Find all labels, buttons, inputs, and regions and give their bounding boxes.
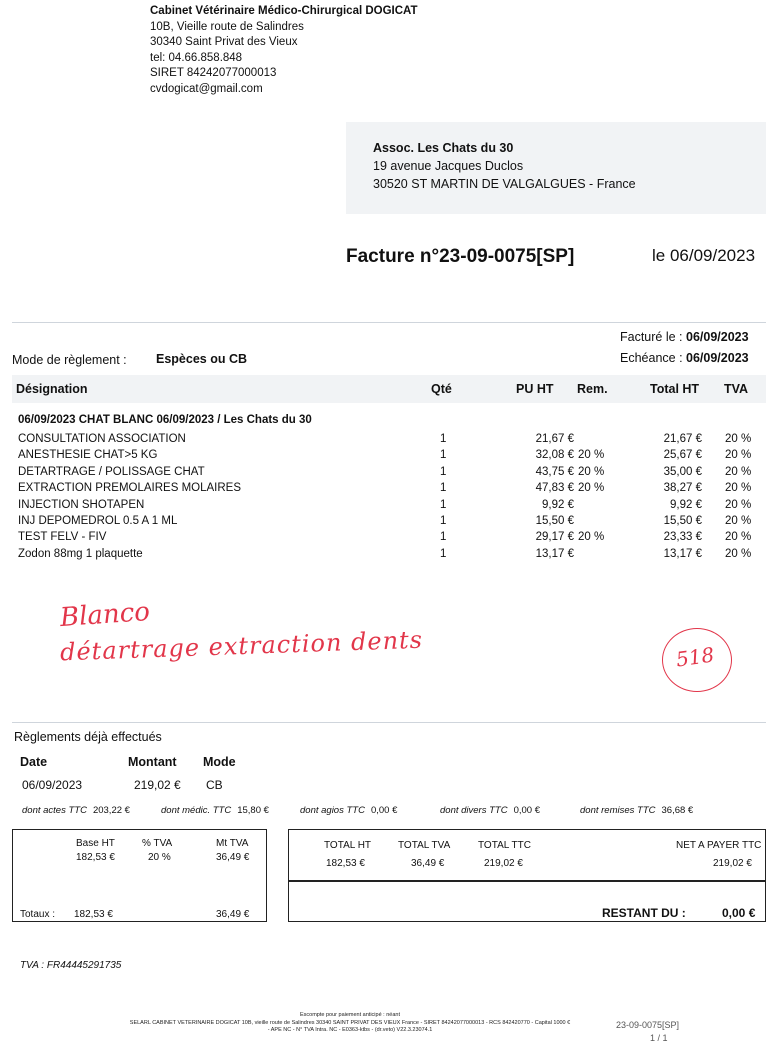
facture-le-label: Facturé le : [620, 330, 683, 344]
cell-designation: ANESTHESIE CHAT>5 KG [18, 449, 158, 462]
dont-remises-value: 36,68 € [661, 805, 694, 816]
cell-qte: 1 [440, 465, 447, 478]
cell-pu: 29,17 € [535, 531, 574, 544]
dont-actes [22, 805, 130, 816]
cell-qte: 1 [440, 547, 447, 560]
page-number: 1 / 1 [650, 1033, 668, 1043]
footer-escompte: Escompte pour paiement anticipé : néant [300, 1012, 400, 1018]
footer-legal [60, 1012, 640, 1035]
table-row [18, 499, 768, 515]
cell-tva: 20 % [725, 498, 752, 511]
cell-pu: 15,50 € [535, 514, 574, 527]
table-row [18, 515, 768, 531]
echeance-label: Echéance : [620, 351, 683, 365]
cell-pu: 21,67 € [535, 433, 574, 445]
header-pu: PU HT [516, 382, 554, 396]
cell-designation: EXTRACTION PREMOLAIRES MOLAIRES [18, 482, 242, 495]
cell-designation: INJ DEPOMEDROL 0.5 A 1 ML [18, 514, 178, 527]
vat-base: 182,53 € [76, 852, 115, 863]
mode-value: Espèces ou CB [156, 352, 248, 366]
cell-total: 9,92 € [670, 498, 702, 511]
cell-qte: 1 [440, 433, 447, 445]
handwritten-number: 518 [674, 642, 716, 672]
client-name: Assoc. Les Chats du 30 [373, 141, 514, 155]
total-tva: 36,49 € [411, 858, 445, 869]
dont-agios-value: 0,00 € [370, 805, 398, 816]
reglement-date: 06/09/2023 [22, 778, 83, 792]
net-header: NET A PAYER TTC [676, 840, 762, 851]
vat-pct: 20 % [148, 852, 171, 863]
line-items [18, 433, 768, 564]
totaux-mt: 36,49 € [216, 909, 250, 920]
cell-tva: 20 % [725, 547, 752, 560]
table-row [18, 466, 768, 482]
client-info [373, 139, 636, 193]
divider [12, 722, 766, 723]
dont-actes-value: 203,22 € [92, 805, 130, 816]
header-tva: TVA [724, 382, 749, 396]
cell-total: 15,50 € [663, 514, 702, 527]
cell-total: 35,00 € [663, 465, 702, 478]
dont-medic [161, 805, 269, 816]
totaux-label: Totaux : [20, 909, 56, 920]
clinic-tel: tel: 04.66.858.848 [150, 51, 243, 64]
table-row [18, 531, 768, 547]
dont-medic-value: 15,80 € [237, 805, 269, 816]
clinic-info [150, 4, 418, 97]
footer-legal2: - APE NC - N° TVA Intra. NC - E0363-ktbs - (dr.veto) V22.3.23074.1 [267, 1027, 433, 1033]
header-rem: Rem. [577, 382, 608, 396]
cell-designation: Zodon 88mg 1 plaquette [18, 547, 143, 560]
cell-qte: 1 [440, 531, 447, 544]
handwritten-name: Blanco [59, 596, 151, 634]
footer-ref: 23-09-0075[SP] [616, 1020, 680, 1030]
reglement-mode: CB [206, 778, 223, 792]
dont-divers-value: 0,00 € [513, 805, 540, 816]
reglement-header-montant: Montant [128, 755, 177, 769]
total-ttc-header: TOTAL TTC [478, 840, 531, 851]
table-row [18, 548, 768, 564]
restant-label: RESTANT DU : [602, 906, 686, 920]
cell-pu: 43,75 € [535, 465, 574, 478]
handwritten-note: détartrage extraction dents [59, 625, 424, 667]
net-value: 219,02 € [713, 858, 752, 869]
cell-pu: 47,83 € [535, 482, 574, 495]
cell-designation: DETARTRAGE / POLISSAGE CHAT [18, 465, 205, 478]
dont-actes-label: dont actes TTC [22, 805, 87, 816]
cell-total: 38,27 € [663, 482, 702, 495]
total-ttc: 219,02 € [484, 858, 523, 869]
cell-qte: 1 [440, 498, 447, 511]
footer-legal1: SELARL CABINET VETERINAIRE DOGICAT 10B, vieille route de Salindres 30340 SAINT PRIVAT DES VIEUX France - SIRET 84242077000013 - RCS 842420770 - Capital 1000 € [129, 1019, 571, 1026]
facture-le-value: 06/09/2023 [686, 330, 749, 344]
cell-pu: 32,08 € [535, 449, 574, 462]
cell-rem: 20 % [578, 531, 605, 544]
cell-pu: 9,92 € [542, 498, 574, 511]
clinic-name: Cabinet Vétérinaire Médico-Chirurgical DOGICAT [150, 5, 418, 17]
echeance [620, 351, 749, 365]
dont-agios [300, 805, 397, 816]
header-total: Total HT [650, 382, 700, 396]
clinic-address1: 10B, Vieille route de Salindres [150, 20, 304, 33]
total-ht-header: TOTAL HT [324, 840, 372, 851]
mode-label: Mode de règlement : [12, 353, 127, 367]
cell-total: 13,17 € [663, 547, 702, 560]
cell-designation: CONSULTATION ASSOCIATION [18, 433, 186, 445]
total-tva-header: TOTAL TVA [398, 840, 451, 851]
vat-header-pct: % TVA [142, 838, 173, 849]
invoice-title: Facture n°23-09-0075[SP] [346, 246, 575, 267]
restant-value: 0,00 € [722, 906, 756, 920]
facture-le [620, 330, 749, 344]
cell-total: 23,33 € [663, 531, 702, 544]
totals-divider [288, 880, 765, 882]
invoice-date: le 06/09/2023 [652, 246, 756, 265]
vat-header-mt: Mt TVA [216, 838, 249, 849]
totaux-base: 182,53 € [74, 909, 113, 920]
cell-tva: 20 % [725, 465, 752, 478]
cell-tva: 20 % [725, 449, 752, 462]
clinic-email: cvdogicat@gmail.com [150, 82, 263, 95]
cell-tva: 20 % [725, 482, 752, 495]
dont-divers-label: dont divers TTC [440, 805, 508, 816]
cell-qte: 1 [440, 514, 447, 527]
reglement-header-mode: Mode [203, 755, 236, 769]
vat-mt: 36,49 € [216, 852, 250, 863]
cell-qte: 1 [440, 449, 447, 462]
cell-qte: 1 [440, 482, 447, 495]
cell-designation: TEST FELV - FIV [18, 531, 107, 544]
cell-pu: 13,17 € [535, 547, 574, 560]
table-row [18, 433, 768, 449]
cell-total: 25,67 € [663, 449, 702, 462]
cell-tva: 20 % [725, 514, 752, 527]
clinic-siret: SIRET 84242077000013 [150, 67, 277, 79]
tva-number: TVA : FR44445291735 [20, 960, 122, 971]
total-ht: 182,53 € [326, 858, 365, 869]
dont-remises [580, 805, 693, 816]
dont-divers [440, 805, 540, 816]
divider [12, 322, 766, 323]
cell-designation: INJECTION SHOTAPEN [18, 498, 145, 511]
reglement-montant: 219,02 € [134, 778, 181, 792]
cell-total: 21,67 € [663, 433, 702, 445]
cell-rem: 20 % [578, 482, 605, 495]
echeance-value: 06/09/2023 [686, 351, 749, 365]
client-address2: 30520 ST MARTIN DE VALGALGUES - France [373, 177, 636, 191]
reglement-header-date: Date [20, 755, 48, 769]
dont-medic-label: dont médic. TTC [161, 805, 232, 816]
table-row [18, 482, 768, 498]
group-line: 06/09/2023 CHAT BLANC 06/09/2023 / Les Chats du 30 [18, 414, 312, 426]
dont-agios-label: dont agios TTC [300, 805, 365, 816]
cell-rem: 20 % [578, 449, 605, 462]
cell-rem: 20 % [578, 465, 605, 478]
vat-header-base: Base HT [76, 838, 115, 849]
dont-remises-label: dont remises TTC [580, 805, 656, 816]
reglements-title: Règlements déjà effectués [14, 730, 162, 744]
header-qte: Qté [431, 382, 452, 396]
table-row [18, 449, 768, 465]
client-address1: 19 avenue Jacques Duclos [373, 159, 524, 173]
cell-tva: 20 % [725, 531, 752, 544]
cell-tva: 20 % [725, 433, 752, 445]
header-designation: Désignation [16, 382, 88, 396]
clinic-address2: 30340 Saint Privat des Vieux [150, 36, 298, 48]
